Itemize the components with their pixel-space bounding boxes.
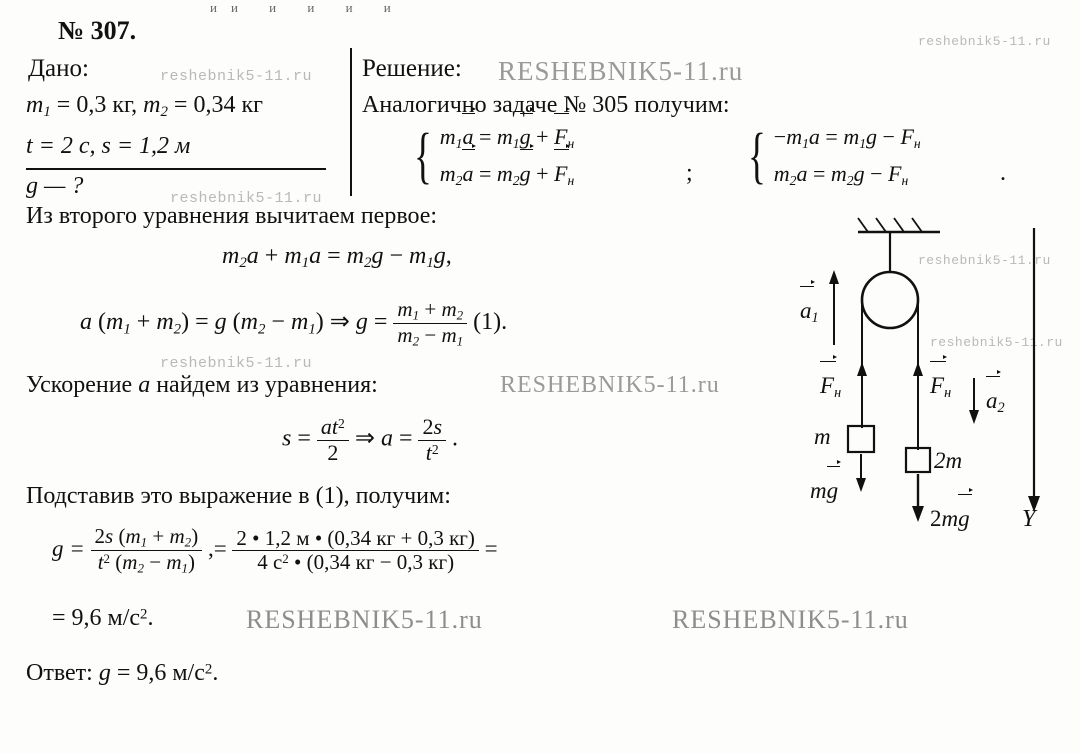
arrow-a2-head xyxy=(969,410,979,424)
watermark: reshebnik5-11.ru xyxy=(160,355,313,372)
step1-equation: $m_2a + m_1a = m_2g - m_1g$, xyxy=(222,243,452,272)
hatch xyxy=(858,218,868,232)
final-eq1: ,= xyxy=(207,535,227,561)
hatch xyxy=(912,218,922,232)
answer-label: Ответ: xyxy=(26,660,93,686)
step3-frac2-denominator: $t^2$ xyxy=(418,440,446,466)
watermark: reshebnik5-11.ru xyxy=(918,253,1051,268)
watermark: reshebnik5-11.ru xyxy=(930,335,1063,350)
step3-frac2-numerator: 2s xyxy=(422,414,443,439)
step3-text: Ускорение a найдем из уравнения: xyxy=(26,372,378,398)
step3-equation: s = $\frac{at^2}{2}$ ⇒ a = $\frac{2s}{t^2}$ . xyxy=(282,414,459,465)
solution-title: Решение: xyxy=(362,55,462,82)
watermark: reshebnik5-11.ru xyxy=(170,190,323,207)
watermark: reshebnik5-11.ru xyxy=(160,68,313,85)
system1-separator: ; xyxy=(686,160,693,186)
system1-row1: $m_1a = m_1g + F_н$ xyxy=(439,124,575,151)
label-a2: $a_2$ xyxy=(986,388,1005,416)
step2-frac-numerator: $m_1 + m_2$ xyxy=(397,297,464,323)
final-g: g = xyxy=(52,535,85,561)
label-axis-Y: Y xyxy=(1022,506,1036,532)
final-eq2: = xyxy=(484,535,498,561)
arrow-a1-head xyxy=(829,270,839,284)
pulley-diagram xyxy=(790,210,1075,550)
step1-text: Из второго уравнения вычитаем первое: xyxy=(26,203,438,229)
label-2m: 2m xyxy=(934,448,963,473)
given-title: Дано: xyxy=(28,55,89,82)
page-top-cut-artifact: ии и и и и xyxy=(210,0,405,15)
label-a1: $a_1$ xyxy=(800,298,819,326)
pulley-wheel xyxy=(862,272,918,328)
given-masses: $m_1 = 0,3$ кг, $m_2 = 0,34$ кг xyxy=(26,92,263,121)
block-m xyxy=(848,426,874,452)
left-brace: { xyxy=(413,121,432,190)
step3-frac1-numerator: $at^2$ xyxy=(320,414,345,439)
answer-line: Ответ: g = 9,6 $м/с^2$. xyxy=(26,660,219,686)
watermark-large: RESHEBNIK5-11.ru xyxy=(672,605,909,634)
equation-system-1 xyxy=(408,121,575,190)
final-equation xyxy=(52,525,498,576)
label-F-left: $F_н$ xyxy=(820,373,842,401)
system2-separator: . xyxy=(1000,160,1006,186)
arrow-2mg-head xyxy=(912,506,924,522)
arrow-F-right-head xyxy=(913,362,923,376)
system2-row1: $-m_1a = m_1g - F_н$ xyxy=(773,124,921,151)
arrow-F-left-head xyxy=(857,362,867,376)
label-2mg: 2mg xyxy=(930,506,970,531)
watermark: reshebnik5-11.ru xyxy=(918,34,1051,49)
left-brace: { xyxy=(747,121,766,190)
step3-period: . xyxy=(452,425,459,452)
final-frac2-denominator: 4 $с^2$ • (0,34 кг − 0,3 кг) xyxy=(232,550,478,575)
given-vertical-rule xyxy=(350,48,352,196)
step2-tag: (1). xyxy=(473,309,508,336)
final-result: = 9,6 $м/с^2$. xyxy=(52,605,154,631)
step2-equation: a $(m_1 + m_2) = g$ $(m_2 - m_1)$ ⇒ g = $\frac{m_1 + m_2}{m_2 - m_1}$ (1). xyxy=(80,297,508,349)
watermark-large: RESHEBNIK5-11.ru xyxy=(498,56,744,86)
final-frac2-numerator: 2 • 1,2 м • (0,34 кг + 0,3 кг) xyxy=(236,525,475,550)
step3-frac1-denominator: 2 xyxy=(317,440,349,466)
final-frac1-denominator: $t^2$ $(m_2 - m_1)$ xyxy=(91,550,203,576)
equation-system-2 xyxy=(742,121,921,190)
step4-text: Подставив это выражение в (1), получим: xyxy=(26,483,451,509)
watermark-large: RESHEBNIK5-11.ru xyxy=(246,605,483,634)
arrow-mg-head xyxy=(856,478,866,492)
step2-frac-denominator: $m_2 - m_1$ xyxy=(393,323,467,349)
watermark-large: RESHEBNIK5-11.ru xyxy=(500,372,720,398)
solution-intro: Аналогично задаче № 305 получим: xyxy=(362,92,730,118)
given-divider xyxy=(26,168,326,170)
system2-row2: $m_2a = m_2g - F_н$ xyxy=(773,160,909,188)
hatch xyxy=(876,218,886,232)
system1-row2: $m_2a = m_2g + F_н$ xyxy=(439,160,575,188)
final-frac1-numerator: 2s $(m_1 + m_2)$ xyxy=(94,524,199,550)
given-time-distance: t = 2 с, s = 1,2 м xyxy=(26,133,191,159)
block-2m xyxy=(906,448,930,472)
label-F-right: $F_н$ xyxy=(930,373,952,401)
label-mg: mg xyxy=(810,478,839,503)
page-title: № 307. xyxy=(58,16,137,45)
label-m: m xyxy=(814,424,831,449)
given-find: g — ? xyxy=(26,173,84,199)
hatch xyxy=(894,218,904,232)
